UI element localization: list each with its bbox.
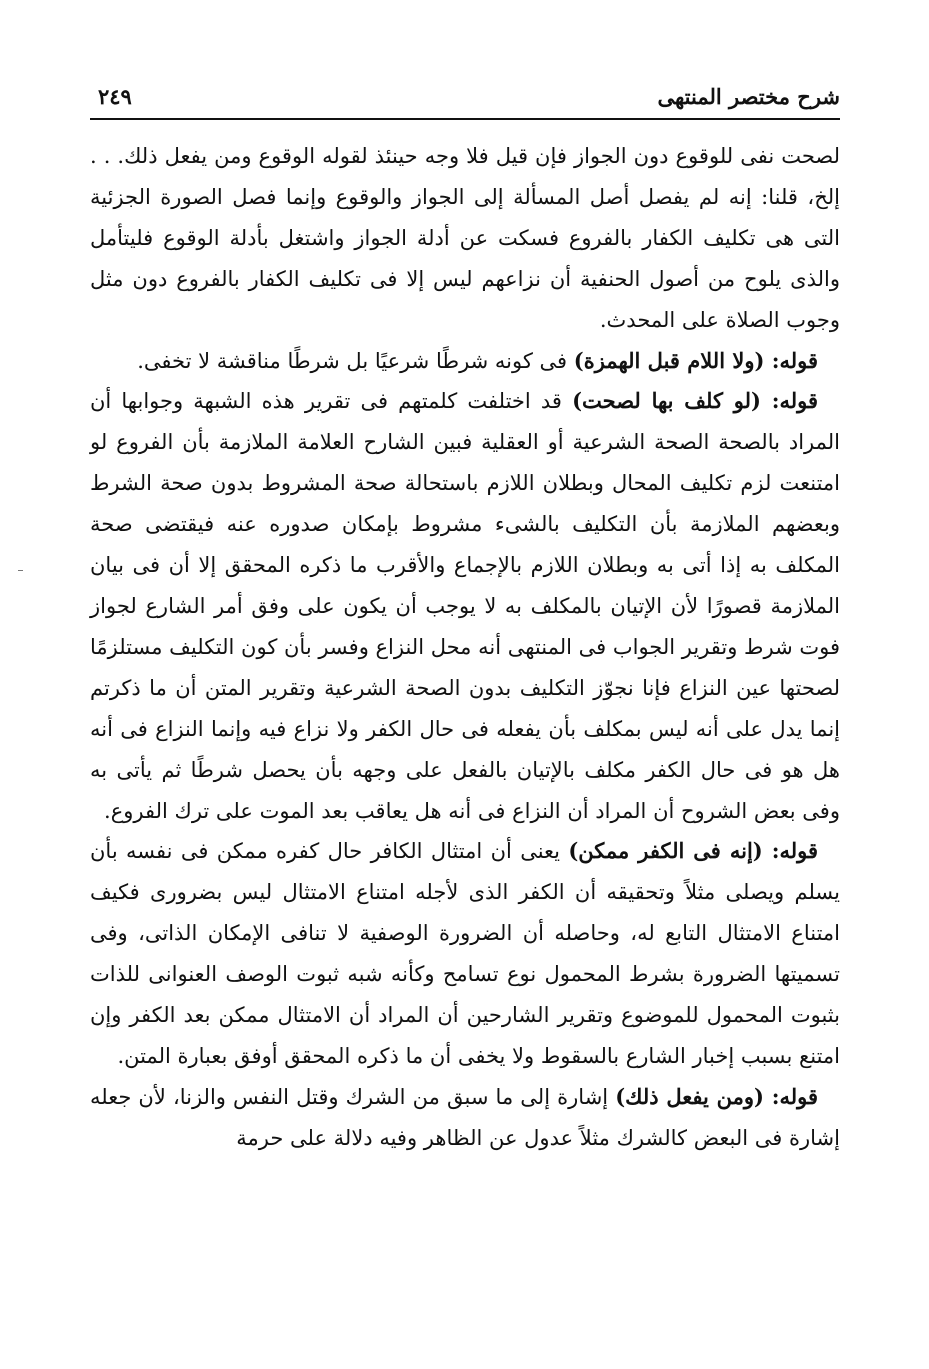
paragraph [90, 381, 840, 831]
lemma-heading: قوله: (ولا اللام قبل الهمزة) [573, 347, 818, 373]
running-title: شرح مختصر المنتهى [657, 84, 840, 109]
paragraph-text: فى كونه شرطًا شرعيًا بل شرطًا مناقشة لا تخفى. [137, 348, 574, 373]
paragraph [90, 1077, 840, 1159]
body-text [90, 136, 840, 1159]
lemma-heading: قوله: (لو كلف بها لصحت) [572, 388, 818, 414]
book-page [90, 78, 840, 1318]
page-number: ٢٤٩ [98, 84, 132, 109]
paragraph-text: لصحت نفى للوقوع دون الجواز فإن قيل فلا وجه حينئذ لقوله الوقوع ومن يفعل ذلك. . . إلخ، قلنا: إنه لم يفصل أصل المسألة إلى الجواز والوقوع وإنما فصل الصورة الجزئية التى هى تكليف الكفار بالفروع فسكت عن أدلة الجواز واشتغل بأدلة الوقوع فليتأمل والذى يلوح من أصول الحنفية أن نزاعهم ليس إلا فى تكليف الكفار بالفروع دون مثل وجوب الصلاة على المحدث. [90, 144, 840, 332]
running-header [90, 78, 840, 120]
lemma-heading: قوله: (إنه فى الكفر ممكن) [568, 838, 818, 864]
lemma-heading: قوله: (ومن يفعل ذلك) [615, 1083, 818, 1109]
paragraph-text: قد اختلفت كلمتهم فى تقرير هذه الشبهة وجوابها أن المراد بالصحة الصحة الشرعية أو العقلية فبين الشارح العلامة الملازمة بأن الفروع لو امتنعت لزم تكليف المحال وبطلان اللازم باستحالة صحة المشروط بدون صحة الشرط وبعضهم الملازمة بأن التكليف بالشىء مشروط بإمكان صدوره عنه فيقتضى صحة المكلف به إذا أتى به وبطلان اللازم بالإجماع والأقرب ما ذكره المحقق إلا أن فى بيان الملازمة قصورًا لأن الإتيان بالمكلف به لا يوجب أن يكون على وفق أمر الشارع لجواز فوت شرط وتقرير الجواب فى المنتهى أنه محل النزاع وفسر بأن كون التكليف مستلزمًا لصحتها عين النزاع فإنا نجوّز التكليف بدون الصحة الشرعية وتقرير المتن أن ما ذكرتم إنما يدل على أنه ليس بمكلف بأن يفعله فى حال الكفر ولا نزاع فيه وإنما النزاع فى أنه هل هو فى حال الكفر مكلف بالإتيان بالفعل على وجهه بأن يحصل شرطًا ثم يأتى به وفى بعض الشروح أن المراد أن النزاع فى أنه هل يعاقب بعد الموت على ترك الفروع. [90, 389, 840, 823]
paragraph-text: إشارة إلى ما سبق من الشرك وقتل النفس والزنا، لأن جعله إشارة فى البعض كالشرك مثلاً عدول عن الظاهر وفيه دلالة على حرمة [90, 1084, 840, 1150]
paragraph [90, 831, 840, 1076]
paragraph [90, 341, 840, 382]
paragraph-text: يعنى أن امتثال الكافر حال كفره ممكن فى نفسه بأن يسلم ويصلى مثلاً وتحقيقه أن الكفر الذى لأجله امتناع الامتثال ليس بضرورى فكيف امتناع الامتثال التابع له، وحاصله أن الضرورة الوصفية لا تنافى الإمكان الذاتى، وفى تسميتها الضرورة بشرط المحمول نوع تسامح وكأنه شبه ثبوت الوصف العنوانى للذات بثبوت المحمول للموضوع وتقرير الشارحين أن المراد أن الامتثال ممكن بعد الكفر وإن امتنع بسبب إخبار الشارع بالسقوط ولا يخفى أن ما ذكره المحقق أوفق بعبارة المتن. [90, 839, 840, 1068]
margin-mark [18, 570, 23, 571]
paragraph [90, 136, 840, 341]
